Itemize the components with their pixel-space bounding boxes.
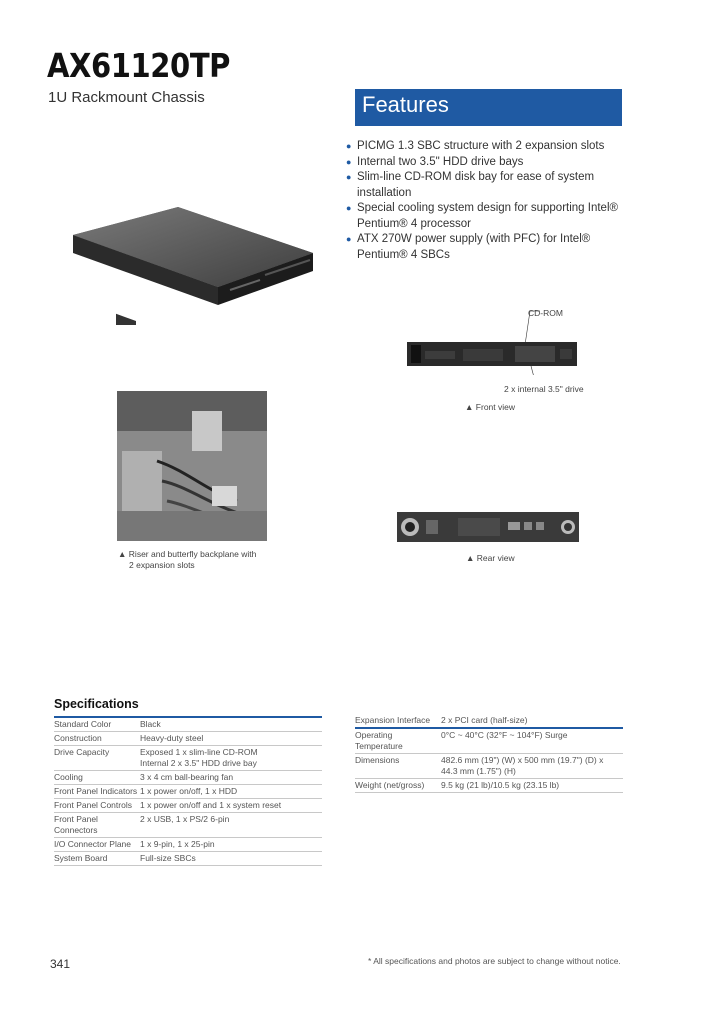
spec-table-right	[355, 714, 623, 793]
footnote: * All specifications and photos are subject to change without notice.	[368, 956, 621, 966]
table-row: Cooling 3 x 4 cm ball-bearing fan	[54, 771, 322, 785]
bullet-icon: ●	[346, 156, 352, 167]
feature-item: ● ATX 270W power supply (with PFC) for Intel® Pentium® 4 SBCs	[346, 233, 591, 261]
bullet-icon: ●	[346, 141, 352, 151]
triangle-icon: ▲	[118, 549, 127, 559]
page-title: AX61120TP	[47, 46, 231, 85]
page-subtitle: 1U Rackmount Chassis	[48, 89, 205, 106]
table-row: Construction Heavy-duty steel	[54, 732, 322, 746]
bullet-icon: ●	[346, 203, 352, 213]
table-row: System Board Full-size SBCs	[54, 852, 322, 866]
inside-photo	[117, 391, 267, 541]
front-label-drive: 2 x internal 3.5" drive	[504, 384, 584, 394]
chassis-photo	[70, 205, 315, 325]
rear-view-photo	[396, 510, 580, 544]
inside-caption: ▲ Riser and butterfly backplane with 2 expansion slots	[118, 549, 257, 570]
triangle-icon: ▲	[466, 553, 475, 563]
table-row: Drive Capacity Exposed 1 x slim-line CD-ROM Internal 2 x 3.5" HDD drive bay	[54, 746, 322, 771]
triangle-icon: ▲	[465, 402, 474, 412]
rear-view-caption: ▲ Rear view	[466, 553, 515, 563]
feature-item: ● Internal two 3.5" HDD drive bays	[346, 155, 636, 171]
table-row: Front Panel Controls 1 x power on/off and 1 x system reset	[54, 799, 322, 813]
table-row: Weight (net/gross) 9.5 kg (21 lb)/10.5 kg (23.15 lb)	[355, 779, 623, 793]
table-row: Operating Temperature 0°C ~ 40°C (32°F ~ 104°F) Surge	[355, 728, 623, 754]
table-row: Front Panel Connectors 2 x USB, 1 x PS/2 6-pin	[54, 813, 322, 838]
table-row: Standard Color Black	[54, 717, 322, 732]
feature-item: ● PICMG 1.3 SBC structure with 2 expansion slots	[346, 139, 636, 155]
features-heading: Features	[355, 89, 622, 126]
table-row: Dimensions 482.6 mm (19") (W) x 500 mm (19.7") (D) x 44.3 mm (1.75") (H)	[355, 754, 623, 779]
spec-table-left	[54, 716, 322, 866]
table-row: Front Panel Indicators 1 x power on/off, 1 x HDD	[54, 785, 322, 799]
front-label-cdrom: CD-ROM	[528, 308, 563, 318]
front-view-caption: ▲ Front view	[465, 402, 516, 412]
table-row: Expansion Interface 2 x PCI card (half-size)	[355, 714, 623, 728]
feature-item: ● Slim-line CD-ROM disk bay for ease of system installation	[346, 171, 595, 199]
feature-item: ● Special cooling system design for supporting Intel® Pentium® 4 processor	[346, 202, 618, 230]
features-list	[346, 139, 636, 263]
bullet-icon: ●	[346, 234, 352, 244]
table-row: I/O Connector Plane 1 x 9-pin, 1 x 25-pin	[54, 838, 322, 852]
bullet-icon: ●	[346, 172, 352, 182]
page-number: 341	[50, 957, 71, 971]
specifications-title: Specifications	[54, 697, 139, 711]
